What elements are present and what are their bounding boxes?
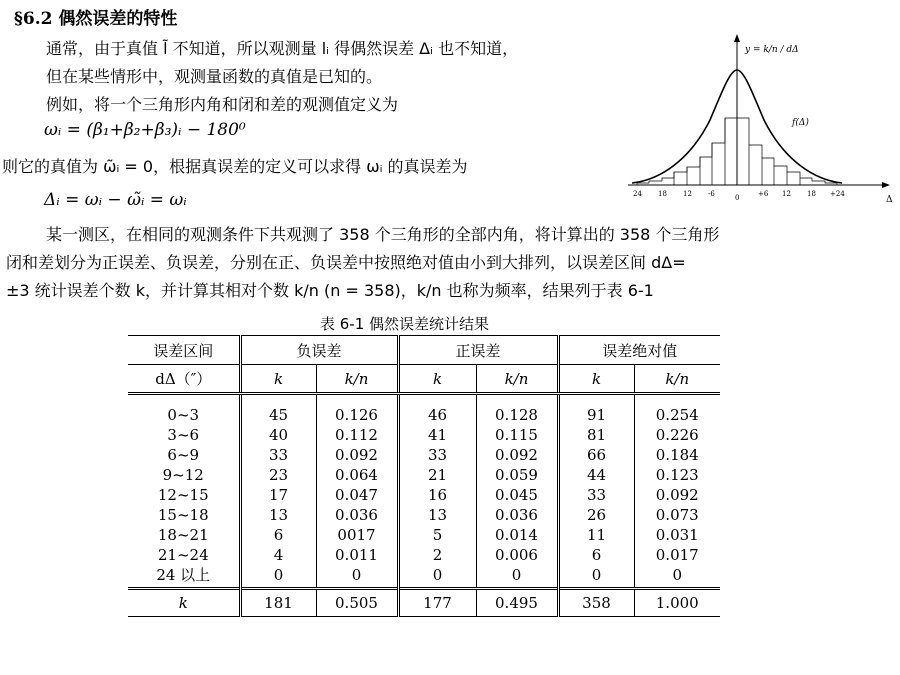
value-cell: 0.064 [316, 465, 398, 485]
value-cell: 26 [558, 505, 634, 525]
value-cell: 41 [398, 425, 476, 445]
y-axis-label: y = k/n / dΔ [745, 45, 799, 55]
header-k: k [558, 365, 634, 394]
interval-cell: 12~15 [157, 486, 209, 504]
table-header-row-1 [128, 336, 720, 365]
value-cell: 66 [558, 445, 634, 465]
header-k-over-n: k/n [316, 365, 398, 394]
value-cell: 0017 [316, 525, 398, 545]
value-cell: 0 [634, 565, 720, 589]
header-negative-error: 负误差 [240, 336, 398, 365]
value-cell: 4 [240, 545, 316, 565]
x-axis-arrow [882, 182, 890, 188]
value-cell: 0.184 [634, 445, 720, 465]
value-cell: 0.036 [476, 505, 558, 525]
value-cell: 17 [240, 485, 316, 505]
tick-label: 18 [658, 190, 667, 198]
header-interval-unit: dΔ（″） [128, 365, 240, 394]
value-cell: 33 [398, 445, 476, 465]
value-cell: 0 [316, 565, 398, 589]
text-line-1: 通常，由于真值 l̃ 不知道，所以观测量 lᵢ 得偶然误差 Δᵢ 也不知道， [46, 39, 519, 58]
value-cell: 0.115 [476, 425, 558, 445]
value-cell: 0.011 [316, 545, 398, 565]
value-cell: 23 [240, 465, 316, 485]
table-row [128, 525, 720, 545]
value-cell: 6 [558, 545, 634, 565]
value-cell: 33 [558, 485, 634, 505]
value-cell: 0.045 [476, 485, 558, 505]
value-cell: 0.092 [476, 445, 558, 465]
value-cell: 0.123 [634, 465, 720, 485]
value-cell: 13 [398, 505, 476, 525]
header-k: k [398, 365, 476, 394]
value-cell: 0.092 [316, 445, 398, 465]
table-header-row-2 [128, 365, 720, 394]
interval-cell: 21~24 [157, 546, 209, 564]
value-cell: 11 [558, 525, 634, 545]
tick-label: -6 [708, 190, 715, 198]
total-cell: 1.000 [634, 589, 720, 617]
value-cell: 6 [240, 525, 316, 545]
header-k: k [240, 365, 316, 394]
total-cell: 0.505 [316, 589, 398, 617]
table-row [128, 505, 720, 525]
tick-label: +6 [758, 190, 769, 198]
error-distribution-figure [620, 30, 900, 210]
table-row [128, 485, 720, 505]
curve-label: f(Δ) [792, 118, 809, 128]
value-cell: 21 [398, 465, 476, 485]
paragraph-line-1: 某一测区，在相同的观测条件下共观测了 358 个三角形的全部内角，将计算出的 358 个三角形 [46, 225, 720, 244]
table-row [128, 445, 720, 465]
total-cell: 358 [558, 589, 634, 617]
interval-cell: 0~3 [167, 406, 200, 424]
header-absolute-error: 误差绝对值 [558, 336, 720, 365]
x-tick-labels [633, 190, 845, 202]
table-row [128, 425, 720, 445]
table-row [128, 465, 720, 485]
value-cell: 16 [398, 485, 476, 505]
value-cell: 81 [558, 425, 634, 445]
value-cell: 0.017 [634, 545, 720, 565]
table-caption: 表 6-1 偶然误差统计结果 [320, 315, 490, 333]
value-cell: 0.036 [316, 505, 398, 525]
total-cell: 0.495 [476, 589, 558, 617]
value-cell: 0 [240, 565, 316, 589]
value-cell: 0.128 [476, 394, 558, 426]
value-cell: 40 [240, 425, 316, 445]
value-cell: 0.006 [476, 545, 558, 565]
header-k-over-n: k/n [476, 365, 558, 394]
interval-cell: 6~9 [167, 446, 200, 464]
table-total-row [128, 589, 720, 617]
text-line-2: 但在某些情形中，观测量函数的真值是已知的。 [46, 67, 383, 86]
formula-closure-error: ωᵢ = (β₁+β₂+β₃)ᵢ − 180⁰ [44, 120, 246, 140]
interval-cell: 3~6 [167, 426, 200, 444]
tick-label: +24 [830, 190, 845, 198]
x-axis-label: Δ [886, 195, 893, 205]
value-cell: 33 [240, 445, 316, 465]
value-cell: 0.059 [476, 465, 558, 485]
tick-label: 0 [735, 194, 740, 202]
tick-label: 18 [807, 190, 816, 198]
value-cell: 0.073 [634, 505, 720, 525]
interval-cell: 24 以上 [156, 566, 211, 584]
text-line-4: 则它的真值为 ω̃ᵢ = 0，根据真误差的定义可以求得 ωᵢ 的真误差为 [2, 157, 468, 176]
value-cell: 0.112 [316, 425, 398, 445]
total-label: k [128, 589, 240, 617]
value-cell: 44 [558, 465, 634, 485]
value-cell: 45 [240, 394, 316, 426]
interval-cell: 15~18 [157, 506, 209, 524]
value-cell: 46 [398, 394, 476, 426]
value-cell: 0.014 [476, 525, 558, 545]
value-cell: 91 [558, 394, 634, 426]
tick-label: 12 [683, 190, 692, 198]
value-cell: 13 [240, 505, 316, 525]
table-body [128, 394, 720, 589]
header-positive-error: 正误差 [398, 336, 558, 365]
total-cell: 181 [240, 589, 316, 617]
value-cell: 0.047 [316, 485, 398, 505]
formula-true-error: Δᵢ = ωᵢ − ω̃ᵢ = ωᵢ [44, 190, 187, 210]
total-cell: 177 [398, 589, 476, 617]
value-cell: 0.092 [634, 485, 720, 505]
interval-cell: 9~12 [162, 466, 204, 484]
tick-label: 12 [782, 190, 791, 198]
value-cell: 0 [558, 565, 634, 589]
interval-cell: 18~21 [157, 526, 209, 544]
table-row [128, 565, 720, 589]
y-axis-arrow [734, 34, 740, 42]
section-title: §6.2 偶然误差的特性 [14, 9, 178, 29]
tick-label: 24 [633, 190, 642, 198]
value-cell: 2 [398, 545, 476, 565]
header-k-over-n: k/n [634, 365, 720, 394]
histogram-bars [637, 118, 837, 185]
error-statistics-table [128, 335, 720, 617]
value-cell: 0 [398, 565, 476, 589]
value-cell: 0.254 [634, 394, 720, 426]
paragraph-line-3: ±3 统计误差个数 k，并计算其相对个数 k/n (n = 358)，k/n 也称为频率，结果列于表 6-1 [6, 281, 654, 300]
paragraph-line-2: 闭和差划分为正误差、负误差，分别在正、负误差中按照绝对值由小到大排列，以误差区间 dΔ= [6, 253, 686, 272]
table-row [128, 394, 720, 426]
header-interval: 误差区间 [128, 336, 240, 365]
table-row [128, 545, 720, 565]
value-cell: 0 [476, 565, 558, 589]
value-cell: 5 [398, 525, 476, 545]
value-cell: 0.031 [634, 525, 720, 545]
value-cell: 0.226 [634, 425, 720, 445]
text-line-3: 例如，将一个三角形内角和闭和差的观测值定义为 [46, 95, 399, 114]
value-cell: 0.126 [316, 394, 398, 426]
